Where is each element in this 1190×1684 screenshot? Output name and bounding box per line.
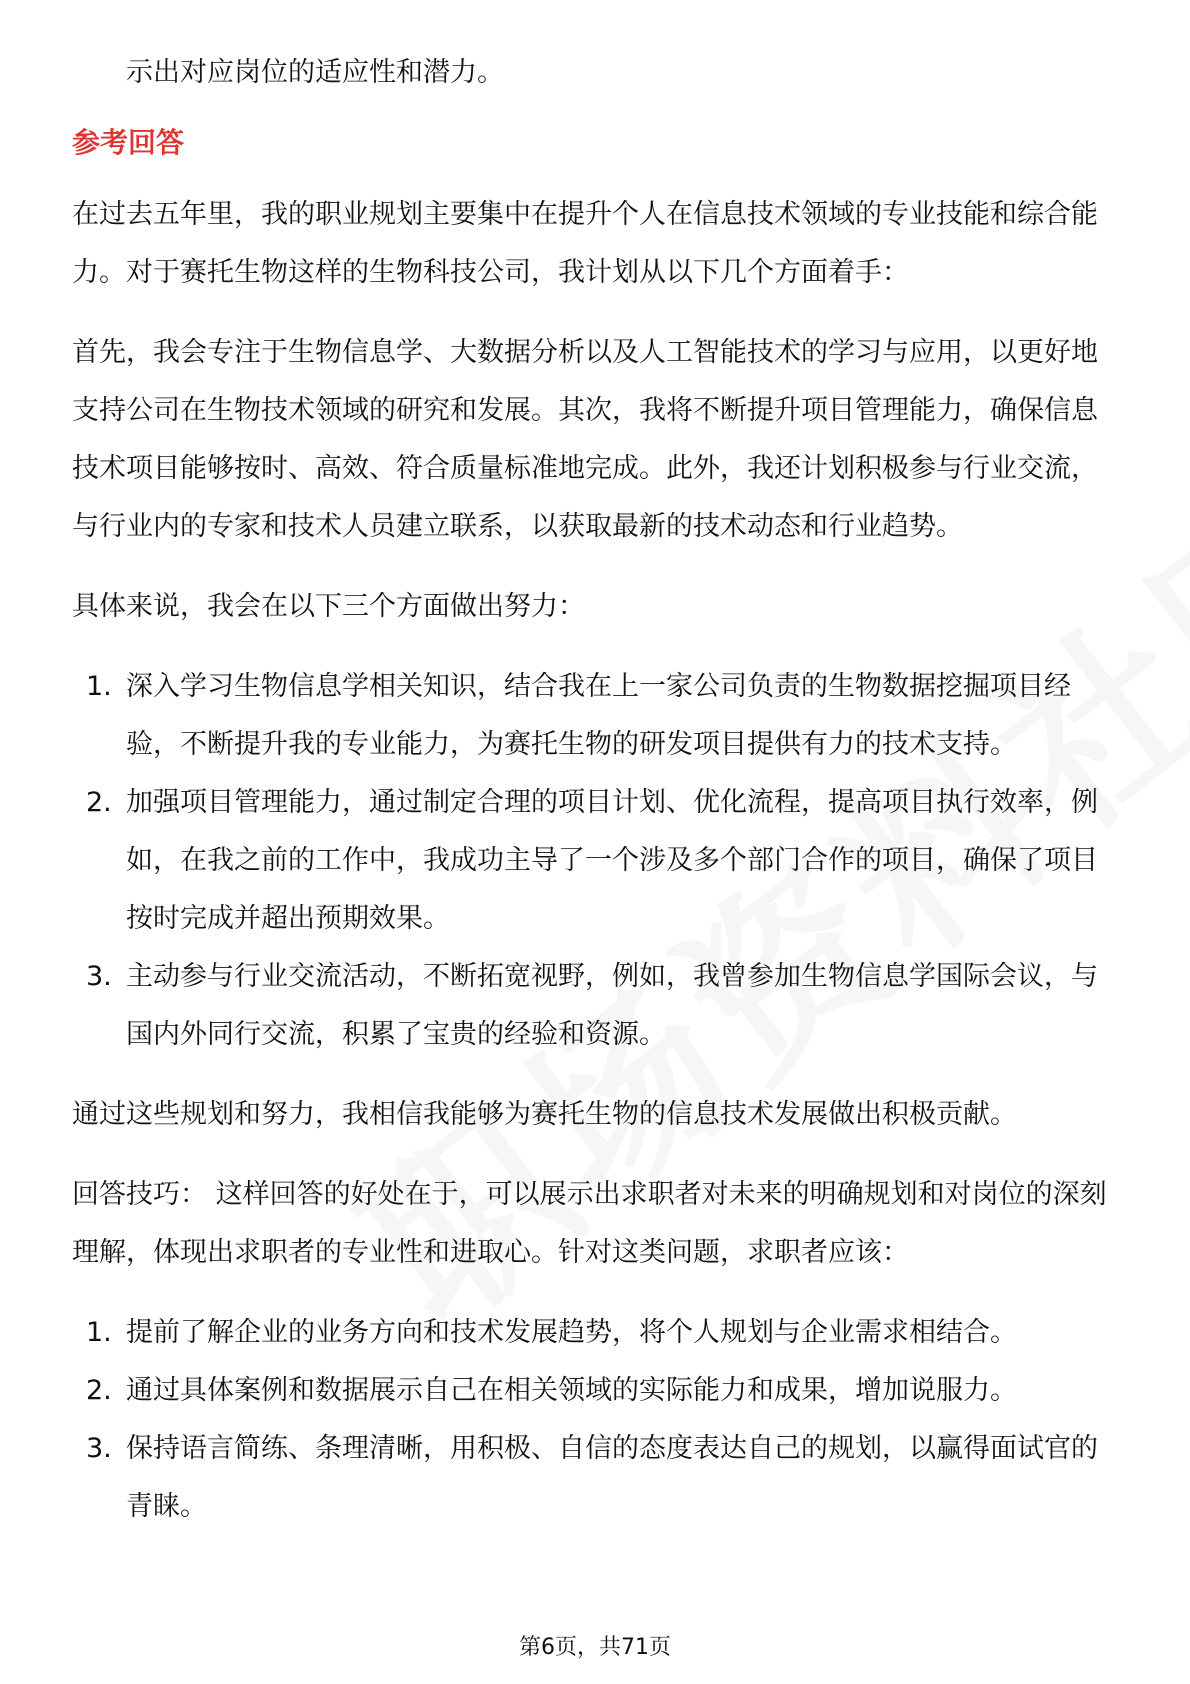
list-item [72,774,1122,948]
effort-list [72,658,1122,1064]
list-item [72,948,1122,1064]
page-footer: 第6页，共71页 [519,1635,671,1660]
list-text: 通过具体案例和数据展示自己在相关领域的实际能力和成果，增加说服力。 [126,1375,1017,1406]
paragraph-4: 通过这些规划和努力，我相信我能够为赛托生物的信息技术发展做出积极贡献。 [72,1099,1017,1130]
paragraph-1: 在过去五年里，我的职业规划主要集中在提升个人在信息技术领域的专业技能和综合能力。对于赛托生物这样的生物科技公司，我计划从以下几个方面着手： [72,199,1098,288]
list-number: 2. [86,1375,112,1406]
list-number: 1. [86,671,112,702]
section-heading: 参考回答 [72,126,185,159]
list-item [72,1304,1122,1362]
list-text: 保持语言简练、条理清晰，用积极、自信的态度表达自己的规划，以赢得面试官的青睐。 [126,1433,1098,1522]
paragraph-2: 首先，我会专注于生物信息学、大数据分析以及人工智能技术的学习与应用，以更好地支持公司在生物技术领域的研究和发展。其次，我将不断提升项目管理能力，确保信息技术项目能够按时、高效、符合质量标准地完成。此外，我还计划积极参与行业交流，与行业内的专家和技术人员建立联系，以获取最新的技术动态和行业趋势。 [72,337,1098,542]
paragraph-3: 具体来说，我会在以下三个方面做出努力： [72,591,585,622]
list-item [72,658,1122,774]
list-item [72,1362,1122,1420]
document-content [72,44,1122,1558]
list-number: 2. [86,787,112,818]
list-text: 主动参与行业交流活动，不断拓宽视野，例如，我曾参加生物信息学国际会议，与国内外同行交流，积累了宝贵的经验和资源。 [126,961,1098,1050]
list-text: 加强项目管理能力，通过制定合理的项目计划、优化流程，提高项目执行效率，例如，在我之前的工作中，我成功主导了一个涉及多个部门合作的项目，确保了项目按时完成并超出预期效果。 [126,787,1098,934]
paragraph-5: 回答技巧： 这样回答的好处在于，可以展示出求职者对未来的明确规划和对岗位的深刻理解，体现出求职者的专业性和进取心。针对这类问题，求职者应该： [72,1179,1107,1268]
list-item [72,1420,1122,1536]
list-number: 3. [86,1433,112,1464]
list-number: 1. [86,1317,112,1348]
intro-line: 示出对应岗位的适应性和潜力。 [126,57,504,88]
list-number: 3. [86,961,112,992]
list-text: 提前了解企业的业务方向和技术发展趋势，将个人规划与企业需求相结合。 [126,1317,1017,1348]
tips-list [72,1304,1122,1536]
list-text: 深入学习生物信息学相关知识，结合我在上一家公司负责的生物数据挖掘项目经验，不断提升我的专业能力，为赛托生物的研发项目提供有力的技术支持。 [126,671,1071,760]
